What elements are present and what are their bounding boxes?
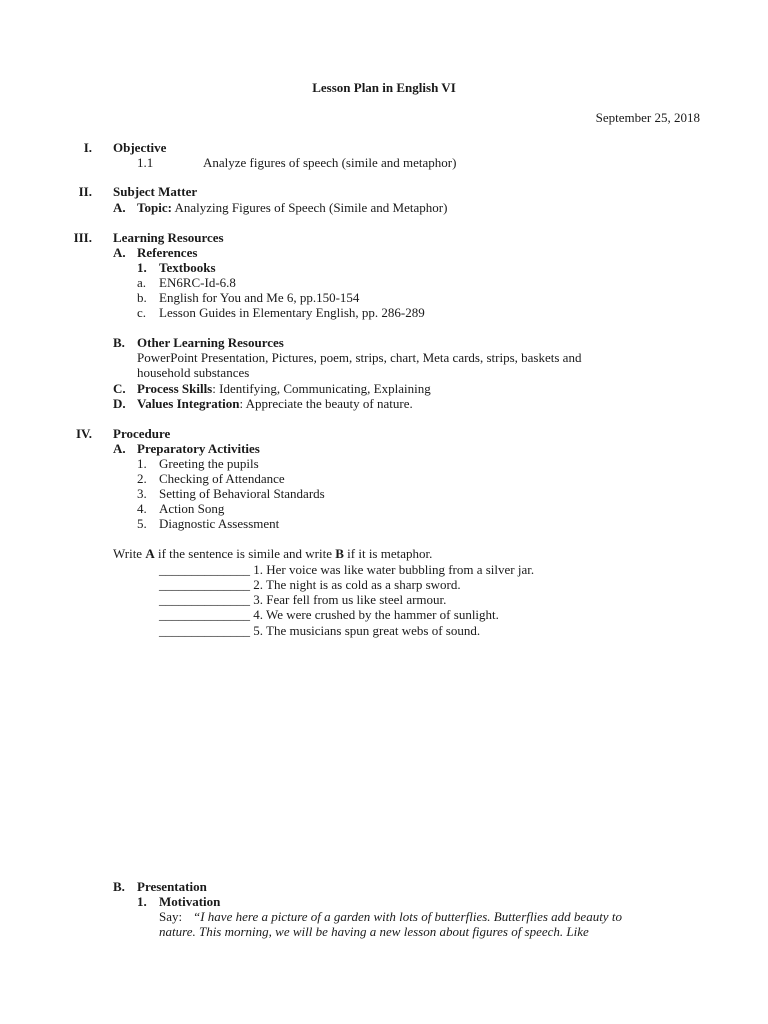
- exercise-sentence: 5. The musicians spun great webs of sound.: [253, 623, 481, 638]
- exercise-sentence: 3. Fear fell from us like steel armour.: [253, 592, 447, 607]
- exercise-sentence: 1. Her voice was like water bubbling from a silver jar.: [253, 562, 535, 577]
- topic-letter: A.: [113, 200, 126, 215]
- textbook-item: EN6RC-Id-6.8: [159, 275, 236, 290]
- preparatory-marker: 4.: [137, 501, 147, 516]
- preparatory-marker: 3.: [137, 486, 147, 501]
- values-integration-label: Values Integration: [137, 396, 240, 411]
- values-integration-letter: D.: [113, 396, 126, 411]
- preparatory-item: Diagnostic Assessment: [159, 516, 280, 531]
- exercise-sentence: 4. We were crushed by the hammer of sunlight.: [253, 607, 499, 622]
- references-letter: A.: [113, 245, 126, 260]
- values-integration-text: : Appreciate the beauty of nature.: [239, 396, 413, 411]
- textbooks-label: Textbooks: [159, 260, 216, 275]
- say-label: Say:: [159, 909, 183, 924]
- textbook-item: Lesson Guides in Elementary English, pp. 286-289: [159, 305, 425, 320]
- other-resources-label: Other Learning Resources: [137, 335, 284, 350]
- say-text-line-1: “I have here a picture of a garden with lots of butterflies. Butterflies add beauty to: [193, 909, 622, 924]
- textbook-item: English for You and Me 6, pp.150-154: [159, 290, 360, 305]
- objective-item-text: Analyze figures of speech (simile and metaphor): [203, 155, 457, 170]
- section-numeral-objective: I.: [83, 140, 92, 155]
- page-title: Lesson Plan in English VI: [312, 80, 456, 95]
- instruction-letter-b: B: [335, 546, 344, 561]
- section-heading-procedure: Procedure: [113, 426, 171, 441]
- preparatory-item: Action Song: [159, 501, 225, 516]
- preparatory-marker: 2.: [137, 471, 147, 486]
- answer-blank: ______________: [159, 562, 250, 577]
- other-resources-line-2: household substances: [137, 365, 250, 380]
- exercise-sentence: 2. The night is as cold as a sharp sword.: [253, 577, 461, 592]
- process-skills-line: [137, 381, 431, 396]
- textbook-marker: b.: [137, 290, 147, 305]
- preparatory-item: Setting of Behavioral Standards: [159, 486, 325, 501]
- textbook-marker: a.: [137, 275, 147, 290]
- answer-blank: ______________: [159, 607, 250, 622]
- instruction-text: if it is metaphor.: [343, 546, 433, 561]
- references-label: References: [137, 245, 198, 260]
- motivation-number: 1.: [137, 894, 147, 909]
- section-heading-objective: Objective: [113, 140, 167, 155]
- lesson-date: September 25, 2018: [595, 110, 700, 125]
- topic-text: Analyzing Figures of Speech (Simile and Metaphor): [174, 200, 448, 215]
- say-text-line-2: nature. This morning, we will be having a new lesson about figures of speech. Like: [159, 924, 589, 939]
- answer-blank: ______________: [159, 592, 250, 607]
- motivation-label: Motivation: [159, 894, 221, 909]
- topic-line: [137, 200, 447, 215]
- other-resources-line-1: PowerPoint Presentation, Pictures, poem, strips, chart, Meta cards, strips, baskets and: [137, 350, 582, 365]
- section-numeral-procedure: IV.: [75, 426, 92, 441]
- section-heading-subject-matter: Subject Matter: [113, 184, 198, 199]
- other-resources-letter: B.: [113, 335, 125, 350]
- section-heading-learning-resources: Learning Resources: [113, 230, 224, 245]
- exercise-instruction: [113, 546, 432, 561]
- preparatory-item: Checking of Attendance: [159, 471, 285, 486]
- values-integration-line: [137, 396, 413, 411]
- objective-item-number: 1.1: [137, 155, 154, 170]
- preparatory-label: Preparatory Activities: [137, 441, 260, 456]
- process-skills-label: Process Skills: [137, 381, 213, 396]
- textbooks-number: 1.: [137, 260, 147, 275]
- preparatory-letter: A.: [113, 441, 126, 456]
- exercise-item: [159, 577, 461, 592]
- instruction-text: Write: [113, 546, 146, 561]
- exercise-item: [159, 623, 480, 638]
- topic-label: Topic:: [137, 200, 172, 215]
- presentation-letter: B.: [113, 879, 125, 894]
- instruction-letter-a: A: [145, 546, 155, 561]
- answer-blank: ______________: [159, 577, 250, 592]
- textbook-marker: c.: [137, 305, 147, 320]
- exercise-item: [159, 607, 499, 622]
- section-numeral-subject-matter: II.: [78, 184, 92, 199]
- process-skills-letter: C.: [113, 381, 126, 396]
- section-numeral-learning-resources: III.: [73, 230, 92, 245]
- process-skills-text: : Identifying, Communicating, Explaining: [212, 381, 431, 396]
- exercise-item: [159, 562, 534, 577]
- preparatory-item: Greeting the pupils: [159, 456, 259, 471]
- presentation-label: Presentation: [137, 879, 207, 894]
- preparatory-marker: 1.: [137, 456, 147, 471]
- answer-blank: ______________: [159, 623, 250, 638]
- exercise-item: [159, 592, 446, 607]
- instruction-text: if the sentence is simile and write: [154, 546, 336, 561]
- preparatory-marker: 5.: [137, 516, 147, 531]
